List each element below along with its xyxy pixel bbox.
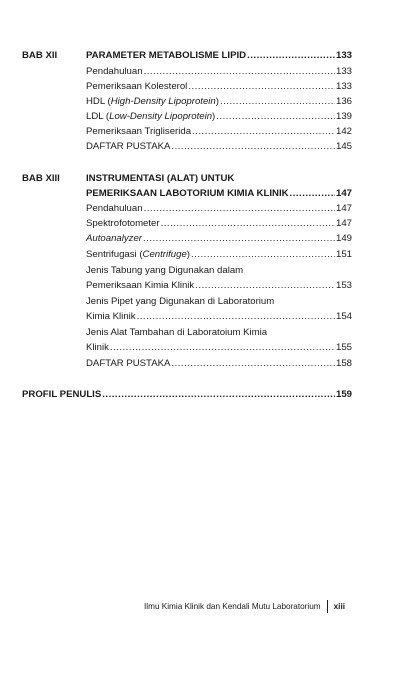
toc-chapter-title-text: PARAMETER METABOLISME LIPID (86, 50, 247, 61)
dot-leader (216, 111, 335, 123)
toc-entry[interactable] (86, 218, 352, 230)
dot-leader (192, 126, 335, 138)
dot-leader (143, 233, 335, 245)
toc-page-number: 133 (335, 81, 352, 92)
chapter-label: BAB XII (22, 50, 58, 61)
toc-entry[interactable] (86, 96, 352, 108)
toc-page-number: 147 (335, 203, 352, 214)
toc-entry[interactable] (86, 233, 352, 245)
toc-page-number: 147 (335, 188, 352, 199)
dot-leader (188, 81, 335, 93)
toc-entry-text: Sentrifugasi (Centrifuge) (86, 249, 190, 260)
dot-leader (144, 66, 335, 78)
toc-entry[interactable] (86, 111, 352, 123)
dot-leader (137, 311, 335, 323)
toc-entry[interactable] (86, 203, 352, 215)
toc-entry-line[interactable]: Jenis Pipet yang Digunakan di Laboratorium (86, 296, 275, 307)
toc-entry-text: HDL (High-Density Lipoprotein) (86, 96, 219, 107)
toc-page-number: 155 (335, 342, 352, 353)
toc-entry[interactable] (86, 358, 352, 370)
toc-page-number: 133 (335, 50, 352, 61)
toc-entry-text: Pemeriksaan Kolesterol (86, 81, 188, 92)
toc-entry[interactable] (86, 126, 352, 138)
toc-page-number: 145 (335, 141, 352, 152)
toc-entry-text: Pendahuluan (86, 203, 143, 214)
toc-entry[interactable] (86, 66, 352, 78)
toc-page-number: 153 (335, 280, 352, 291)
toc-entry-text: Pemeriksaan Trigliserida (86, 126, 192, 137)
dot-leader (171, 358, 335, 370)
toc-entry-text: LDL (Low-Density Lipoprotein) (86, 111, 216, 122)
dot-leader (247, 50, 335, 62)
toc-chapter-title[interactable] (86, 50, 352, 62)
toc-entry[interactable] (86, 342, 352, 354)
dot-leader (144, 203, 335, 215)
page-number: xiii (333, 602, 345, 611)
toc-entry[interactable] (86, 311, 352, 323)
page-footer (144, 600, 345, 613)
toc-entry[interactable] (86, 81, 352, 93)
dot-leader (195, 280, 335, 292)
dot-leader (110, 342, 335, 354)
toc-entry-line[interactable]: Jenis Alat Tambahan di Laboratoium Kimia (86, 327, 268, 338)
toc-entry-text: DAFTAR PUSTAKA (86, 141, 171, 152)
toc-page-number: 158 (335, 358, 352, 369)
toc-page-number: 147 (335, 218, 352, 229)
toc-page-number: 136 (335, 96, 352, 107)
toc-entry-line[interactable]: Jenis Tabung yang Digunakan dalam (86, 265, 244, 276)
dot-leader (290, 188, 335, 200)
dot-leader (102, 389, 335, 401)
toc-chapter-title-line[interactable]: INSTRUMENTASI (ALAT) UNTUK (86, 173, 235, 184)
dot-leader (161, 218, 335, 230)
dot-leader (171, 141, 335, 153)
toc-page-number: 159 (335, 389, 352, 400)
toc-entry-text: Pemeriksaan Kimia Klinik (86, 280, 195, 291)
toc-entry-text: Kimia Klinik (86, 311, 136, 322)
toc-page-number: 139 (335, 111, 352, 122)
toc-profil[interactable] (22, 389, 352, 401)
toc-entry-text: Autoanalyzer (86, 233, 142, 244)
toc-entry[interactable] (86, 280, 352, 292)
book-title: Ilmu Kimia Klinik dan Kendali Mutu Laboratorium (144, 602, 321, 611)
toc-entry-text: PROFIL PENULIS (22, 389, 102, 400)
toc-page-number: 133 (335, 66, 352, 77)
dot-leader (191, 249, 335, 261)
toc-entry[interactable] (86, 249, 352, 261)
toc-entry-text: DAFTAR PUSTAKA (86, 358, 171, 369)
toc-entry-text: Klinik (86, 342, 109, 353)
footer-divider (327, 600, 328, 613)
toc-chapter-title-text: PEMERIKSAAN LABOTORIUM KIMIA KLINIK (86, 188, 289, 199)
toc-page-number: 149 (335, 233, 352, 244)
toc-entry-text: Spektrofotometer (86, 218, 160, 229)
toc-entry-text: Pendahuluan (86, 66, 143, 77)
chapter-label: BAB XIII (22, 173, 60, 184)
toc-page-number: 151 (335, 249, 352, 260)
toc-page-number: 154 (335, 311, 352, 322)
toc-chapter-title[interactable] (86, 188, 352, 200)
dot-leader (220, 96, 335, 108)
toc-entry[interactable] (86, 141, 352, 153)
toc-page-number: 142 (335, 126, 352, 137)
